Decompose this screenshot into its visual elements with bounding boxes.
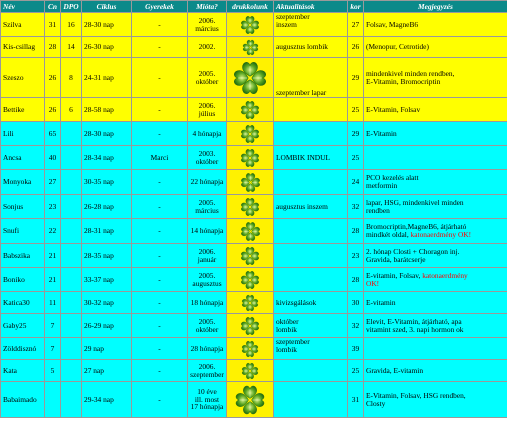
cell-name: Monyoka [1,170,45,195]
cell-dpo: 8 [61,58,82,98]
table-row [1,382,507,418]
note-text: Bromocriptin,MagneB6, átjárható mindkét oldal, [366,222,467,239]
cell-since: 2005. október [188,314,227,338]
cell-kids: - [132,244,188,268]
cell-news: október lombik [274,314,348,338]
cell-age: 32 [348,314,364,338]
cell-name: Katica30 [1,292,45,314]
cell-dpo [61,219,82,244]
cell-cycle: 29 nap [82,338,132,360]
cell-age: 27 [348,13,364,37]
cell-cn: 65 [45,122,61,146]
cell-since: 18 hónapja [188,292,227,314]
cell-since: 4 hónapja [188,122,227,146]
table-row [1,98,507,122]
cell-age: 28 [348,219,364,244]
note-text: Gravida, E-vitamin [366,365,424,375]
cell-cn: 21 [45,244,61,268]
cell-name: Lili [1,122,45,146]
cell-cycle: 28-31 nap [82,219,132,244]
cell-age: 24 [348,170,364,195]
note-text: E-vitamin [366,297,396,307]
cell-cheer [227,292,274,314]
cell-cheer [227,13,274,37]
cell-dpo [61,170,82,195]
cell-cn: 27 [45,170,61,195]
cell-name: Babszika [1,244,45,268]
note-highlight: katonaerdmény OK! [366,270,468,288]
note-text: 2. hónap Closti + Choragon inj. Gravida, barátcserje [366,246,460,264]
cell-age: 25 [348,146,364,170]
cell-since: 2003. október [188,146,227,170]
cell-name: Szilva [1,13,45,37]
cell-kids: - [132,37,188,58]
col-news: Aktualitások [274,1,348,13]
cell-age: 32 [348,195,364,219]
col-age: kor [348,1,364,13]
four-leaf-clover-icon [240,270,260,290]
cell-cheer [227,170,274,195]
four-leaf-clover-icon [240,124,260,144]
cell-since: 14 hónapja [188,219,227,244]
table-row [1,338,507,360]
cell-name: Babaimado [1,382,45,418]
cell-cycle: 29-34 nap [82,382,132,418]
cell-notes [364,360,507,382]
cell-news: augusztus lombik [274,37,348,58]
note-text: E-Vitamin [366,128,397,138]
cell-name: Kis-csillag [1,37,45,58]
cell-notes [364,146,507,170]
note-highlight: katonaerdmény OK! [410,230,472,239]
cell-age: 29 [348,122,364,146]
cell-news: szeptember lapar [274,58,348,98]
note-text: E-Vitamin, Folsav, HSG rendben, Closty [366,390,466,408]
cell-notes [364,13,507,37]
cell-kids: - [132,58,188,98]
cell-since: 2006. március [188,13,227,37]
note-text: PCO kezelés alatt metformin [366,173,419,190]
cell-kids: Marci [132,146,188,170]
cell-age: 30 [348,292,364,314]
four-leaf-clover-icon [240,197,260,217]
cell-since: 2005. október [188,58,227,98]
cell-cheer [227,195,274,219]
cell-news: LOMBIK INDUL [274,146,348,170]
cell-name: Snufi [1,219,45,244]
table-header [1,1,507,13]
cell-since: 2002. [188,37,227,58]
col-name: Név [1,1,45,13]
cell-since: 2006. szeptember [188,360,227,382]
four-leaf-clover-icon [240,172,261,193]
note-text: (Menopur, Cetrotide) [366,42,429,52]
table-body [1,13,507,418]
cell-cn: 7 [45,314,61,338]
four-leaf-clover-icon [240,15,260,35]
cell-kids: - [132,122,188,146]
cell-notes [364,268,507,292]
cell-news [274,122,348,146]
cell-cheer [227,314,274,338]
cell-since: 2005. augusztus [188,268,227,292]
four-leaf-clover-icon [240,148,260,168]
cell-kids: - [132,98,188,122]
cell-since: 22 hónapja [188,170,227,195]
cell-dpo [61,292,82,314]
cell-cn: 22 [45,219,61,244]
cell-name: Sonjus [1,195,45,219]
cell-kids: - [132,13,188,37]
table-row [1,122,507,146]
cell-kids: - [132,170,188,195]
cell-age: 25 [348,360,364,382]
cell-kids: - [132,268,188,292]
table-row [1,244,507,268]
table-row [1,170,507,195]
cell-dpo: 16 [61,13,82,37]
cell-notes [364,219,507,244]
table-row [1,360,507,382]
cell-name: Boniko [1,268,45,292]
cell-news: augusztus inszem [274,195,348,219]
cell-dpo [61,382,82,418]
cell-age: 23 [348,244,364,268]
cell-cycle: 26-28 nap [82,195,132,219]
cell-cn: 31 [45,13,61,37]
col-cn: Cn [45,1,61,13]
cell-cheer [227,244,274,268]
cell-name: Ancsa [1,146,45,170]
cell-dpo [61,122,82,146]
cell-dpo: 14 [61,37,82,58]
cell-dpo [61,268,82,292]
cell-news [274,382,348,418]
four-leaf-clover-icon [234,384,266,416]
cell-notes [364,292,507,314]
col-since: Mióta? [188,1,227,13]
table-row [1,195,507,219]
cell-notes [364,338,507,360]
cell-dpo [61,195,82,219]
cell-news: szeptember lombik [274,338,348,360]
four-leaf-clover-icon [241,294,259,312]
col-cheer: drukkolunk [227,1,274,13]
note-text: mindenkivel minden rendben, E-Vitamin, Bromocriptin [366,68,455,86]
four-leaf-clover-icon [240,221,261,242]
four-leaf-clover-icon [240,246,260,266]
table-row [1,292,507,314]
cell-dpo [61,360,82,382]
cell-name: Szeszo [1,58,45,98]
cell-kids: - [132,195,188,219]
cell-cn: 23 [45,195,61,219]
cell-cycle: 28-58 nap [82,98,132,122]
cell-news: szeptember inszem [274,13,348,37]
cell-age: 29 [348,58,364,98]
cell-dpo [61,146,82,170]
note-text: E-vitamin, Folsav, [366,270,423,280]
cell-cn: 7 [45,338,61,360]
cell-cheer [227,360,274,382]
cell-cheer [227,268,274,292]
cell-cn: 26 [45,98,61,122]
cell-age: 25 [348,98,364,122]
cell-cn: 11 [45,292,61,314]
cell-news [274,98,348,122]
cell-cn: 21 [45,268,61,292]
table-row [1,13,507,37]
cell-cn: 28 [45,37,61,58]
cell-kids: - [132,360,188,382]
col-dpo: DPO [61,1,82,13]
cell-kids: - [132,219,188,244]
cell-notes [364,122,507,146]
cell-cycle: 28-30 nap [82,13,132,37]
table-row [1,58,507,98]
cell-dpo: 6 [61,98,82,122]
cell-since: 2006. július [188,98,227,122]
cell-news [274,219,348,244]
cell-news [274,360,348,382]
cell-news: kivizsgálások [274,292,348,314]
table-row [1,219,507,244]
table-row [1,314,507,338]
cell-name: Zölddisznó [1,338,45,360]
cell-cycle: 28-35 nap [82,244,132,268]
cell-notes [364,314,507,338]
cell-notes [364,170,507,195]
cell-notes [364,37,507,58]
cell-news [274,244,348,268]
cell-cycle: 28-30 nap [82,122,132,146]
cell-cn: 40 [45,146,61,170]
table-row [1,37,507,58]
col-kids: Gyerekek [132,1,188,13]
four-leaf-clover-icon [232,60,268,96]
cell-cycle: 30-35 nap [82,170,132,195]
cell-cheer [227,382,274,418]
cell-news [274,170,348,195]
cell-news [274,268,348,292]
cell-cycle: 30-32 nap [82,292,132,314]
note-text: Folsav, MagneB6 [366,19,419,29]
cell-cheer [227,146,274,170]
cell-notes [364,195,507,219]
cell-cycle: 28-34 nap [82,146,132,170]
cell-since: 10 éve ill. most 17 hónapja [188,382,227,418]
cell-cycle: 26-30 nap [82,37,132,58]
cell-age: 31 [348,382,364,418]
cell-age: 28 [348,268,364,292]
cell-kids: - [132,338,188,360]
cell-cn [45,382,61,418]
note-text: E-Vitamin, Folsav [366,104,421,114]
cell-name: Gaby25 [1,314,45,338]
cell-cycle: 33-37 nap [82,268,132,292]
four-leaf-clover-icon [241,362,259,380]
table-row [1,268,507,292]
cell-dpo [61,314,82,338]
cell-cheer [227,122,274,146]
cell-cheer [227,98,274,122]
cell-cheer [227,37,274,58]
cell-notes [364,382,507,418]
cell-cn: 26 [45,58,61,98]
cell-notes [364,244,507,268]
cell-cycle: 26-29 nap [82,314,132,338]
table-row [1,146,507,170]
cell-name: Bettike [1,98,45,122]
four-leaf-clover-icon [240,100,260,120]
cell-age: 26 [348,37,364,58]
cell-cheer [227,58,274,98]
col-notes: Megjegyzés [364,1,507,13]
cell-since: 28 hónapja [188,338,227,360]
cell-age: 39 [348,338,364,360]
cell-cn: 5 [45,360,61,382]
cell-notes [364,58,507,98]
note-text: Elevit, E-Vitamin, átjárható, apa vitamint szed, 3. napi hormon ok [366,316,464,334]
four-leaf-clover-icon [242,39,259,56]
cell-dpo [61,338,82,360]
cell-cycle: 24-31 nap [82,58,132,98]
cell-cheer [227,338,274,360]
note-text: lapar, HSG, mindenkivel minden rendben [366,197,464,215]
cell-since: 2005. március [188,195,227,219]
cell-dpo [61,244,82,268]
four-leaf-clover-icon [241,340,259,358]
cell-cycle: 27 nap [82,360,132,382]
cell-kids: - [132,292,188,314]
col-cycle: Ciklus [82,1,132,13]
cell-notes [364,98,507,122]
cell-kids: - [132,314,188,338]
four-leaf-clover-icon [240,316,260,336]
cell-cheer [227,219,274,244]
cell-kids: - [132,382,188,418]
cell-since: 2006. január [188,244,227,268]
cell-name: Kata [1,360,45,382]
